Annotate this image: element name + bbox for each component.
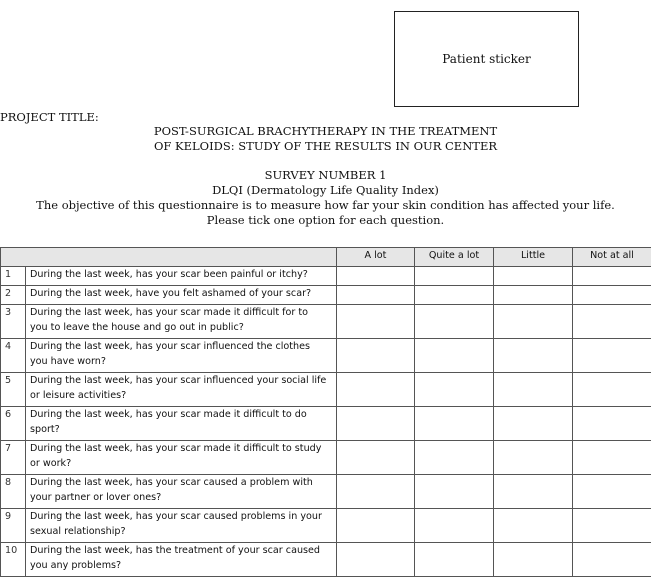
question-number: 8	[1, 475, 26, 509]
question-line: During the last week, has the treatment of your scar caused	[30, 544, 332, 559]
question-line: During the last week, has your scar caused problems in your	[30, 510, 332, 525]
question-line: During the last week, has your scar made it difficult to study	[30, 442, 332, 457]
question-text	[26, 339, 337, 373]
question-line: your partner or lover ones?	[30, 491, 332, 506]
table-row	[1, 475, 651, 509]
table-row	[1, 509, 651, 543]
tick-cell-a-lot[interactable]	[337, 407, 415, 441]
question-line: or work?	[30, 457, 332, 472]
project-title	[0, 124, 651, 154]
survey-number: SURVEY NUMBER 1	[0, 168, 651, 183]
tick-cell-a-lot[interactable]	[337, 373, 415, 407]
table-row	[1, 373, 651, 407]
tick-cell-quite-a-lot[interactable]	[415, 305, 494, 339]
question-line: During the last week, has your scar influenced the clothes	[30, 340, 332, 355]
tick-cell-not-at-all[interactable]	[573, 407, 651, 441]
question-line: During the last week, has your scar influenced your social life	[30, 374, 332, 389]
tick-cell-quite-a-lot[interactable]	[415, 475, 494, 509]
tick-cell-quite-a-lot[interactable]	[415, 373, 494, 407]
tick-cell-little[interactable]	[494, 407, 573, 441]
tick-cell-quite-a-lot[interactable]	[415, 543, 494, 577]
question-line: During the last week, has your scar been painful or itchy?	[30, 268, 332, 283]
tick-cell-not-at-all[interactable]	[573, 441, 651, 475]
question-line: During the last week, has your scar made it difficult to do	[30, 408, 332, 423]
dlqi-table	[0, 247, 651, 577]
tick-cell-quite-a-lot[interactable]	[415, 441, 494, 475]
question-line: sport?	[30, 423, 332, 438]
patient-sticker-label: Patient sticker	[442, 52, 530, 66]
tick-cell-quite-a-lot[interactable]	[415, 509, 494, 543]
header-blank	[1, 248, 337, 267]
tick-cell-not-at-all[interactable]	[573, 305, 651, 339]
question-number: 4	[1, 339, 26, 373]
question-number: 3	[1, 305, 26, 339]
question-number: 2	[1, 286, 26, 305]
question-line: you have worn?	[30, 355, 332, 370]
tick-cell-not-at-all[interactable]	[573, 373, 651, 407]
table-row	[1, 543, 651, 577]
question-line: sexual relationship?	[30, 525, 332, 540]
tick-cell-not-at-all[interactable]	[573, 339, 651, 373]
instruction-text: Please tick one option for each question.	[0, 213, 651, 228]
tick-cell-little[interactable]	[494, 509, 573, 543]
patient-sticker-box	[394, 11, 579, 107]
tick-cell-not-at-all[interactable]	[573, 286, 651, 305]
survey-header	[0, 168, 651, 228]
tick-cell-little[interactable]	[494, 373, 573, 407]
col-not-at-all: Not at all	[573, 248, 651, 267]
table-row	[1, 286, 651, 305]
question-text	[26, 373, 337, 407]
tick-cell-little[interactable]	[494, 339, 573, 373]
question-line: you to leave the house and go out in public?	[30, 321, 332, 336]
question-number: 5	[1, 373, 26, 407]
question-number: 9	[1, 509, 26, 543]
question-text	[26, 267, 337, 286]
tick-cell-not-at-all[interactable]	[573, 475, 651, 509]
question-line: During the last week, have you felt ashamed of your scar?	[30, 287, 332, 302]
tick-cell-a-lot[interactable]	[337, 286, 415, 305]
tick-cell-a-lot[interactable]	[337, 339, 415, 373]
index-name: DLQI (Dermatology Life Quality Index)	[0, 183, 651, 198]
tick-cell-quite-a-lot[interactable]	[415, 267, 494, 286]
tick-cell-a-lot[interactable]	[337, 267, 415, 286]
tick-cell-little[interactable]	[494, 475, 573, 509]
question-number: 7	[1, 441, 26, 475]
tick-cell-quite-a-lot[interactable]	[415, 286, 494, 305]
question-text	[26, 475, 337, 509]
col-a-lot: A lot	[337, 248, 415, 267]
question-text	[26, 441, 337, 475]
col-quite-a-lot: Quite a lot	[415, 248, 494, 267]
question-text	[26, 509, 337, 543]
tick-cell-quite-a-lot[interactable]	[415, 339, 494, 373]
tick-cell-little[interactable]	[494, 267, 573, 286]
question-text	[26, 286, 337, 305]
question-number: 10	[1, 543, 26, 577]
question-text	[26, 305, 337, 339]
project-title-label: PROJECT TITLE:	[0, 110, 99, 124]
tick-cell-a-lot[interactable]	[337, 305, 415, 339]
table-row	[1, 441, 651, 475]
tick-cell-little[interactable]	[494, 441, 573, 475]
tick-cell-a-lot[interactable]	[337, 441, 415, 475]
table-row	[1, 305, 651, 339]
title-line: OF KELOIDS: STUDY OF THE RESULTS IN OUR CENTER	[0, 139, 651, 154]
question-line: or leisure activities?	[30, 389, 332, 404]
question-line: you any problems?	[30, 559, 332, 574]
objective-text: The objective of this questionnaire is to measure how far your skin condition has affected your life.	[0, 198, 651, 213]
title-line: POST-SURGICAL BRACHYTHERAPY IN THE TREATMENT	[0, 124, 651, 139]
table-row	[1, 267, 651, 286]
question-number: 6	[1, 407, 26, 441]
table-row	[1, 407, 651, 441]
question-line: During the last week, has your scar made it difficult for to	[30, 306, 332, 321]
question-line: During the last week, has your scar caused a problem with	[30, 476, 332, 491]
col-little: Little	[494, 248, 573, 267]
tick-cell-little[interactable]	[494, 305, 573, 339]
question-number: 1	[1, 267, 26, 286]
tick-cell-a-lot[interactable]	[337, 509, 415, 543]
question-text	[26, 543, 337, 577]
header-row	[1, 248, 651, 267]
table-row	[1, 339, 651, 373]
tick-cell-not-at-all[interactable]	[573, 509, 651, 543]
question-text	[26, 407, 337, 441]
tick-cell-quite-a-lot[interactable]	[415, 407, 494, 441]
tick-cell-little[interactable]	[494, 286, 573, 305]
tick-cell-little[interactable]	[494, 543, 573, 577]
tick-cell-not-at-all[interactable]	[573, 267, 651, 286]
tick-cell-a-lot[interactable]	[337, 475, 415, 509]
tick-cell-a-lot[interactable]	[337, 543, 415, 577]
tick-cell-not-at-all[interactable]	[573, 543, 651, 577]
